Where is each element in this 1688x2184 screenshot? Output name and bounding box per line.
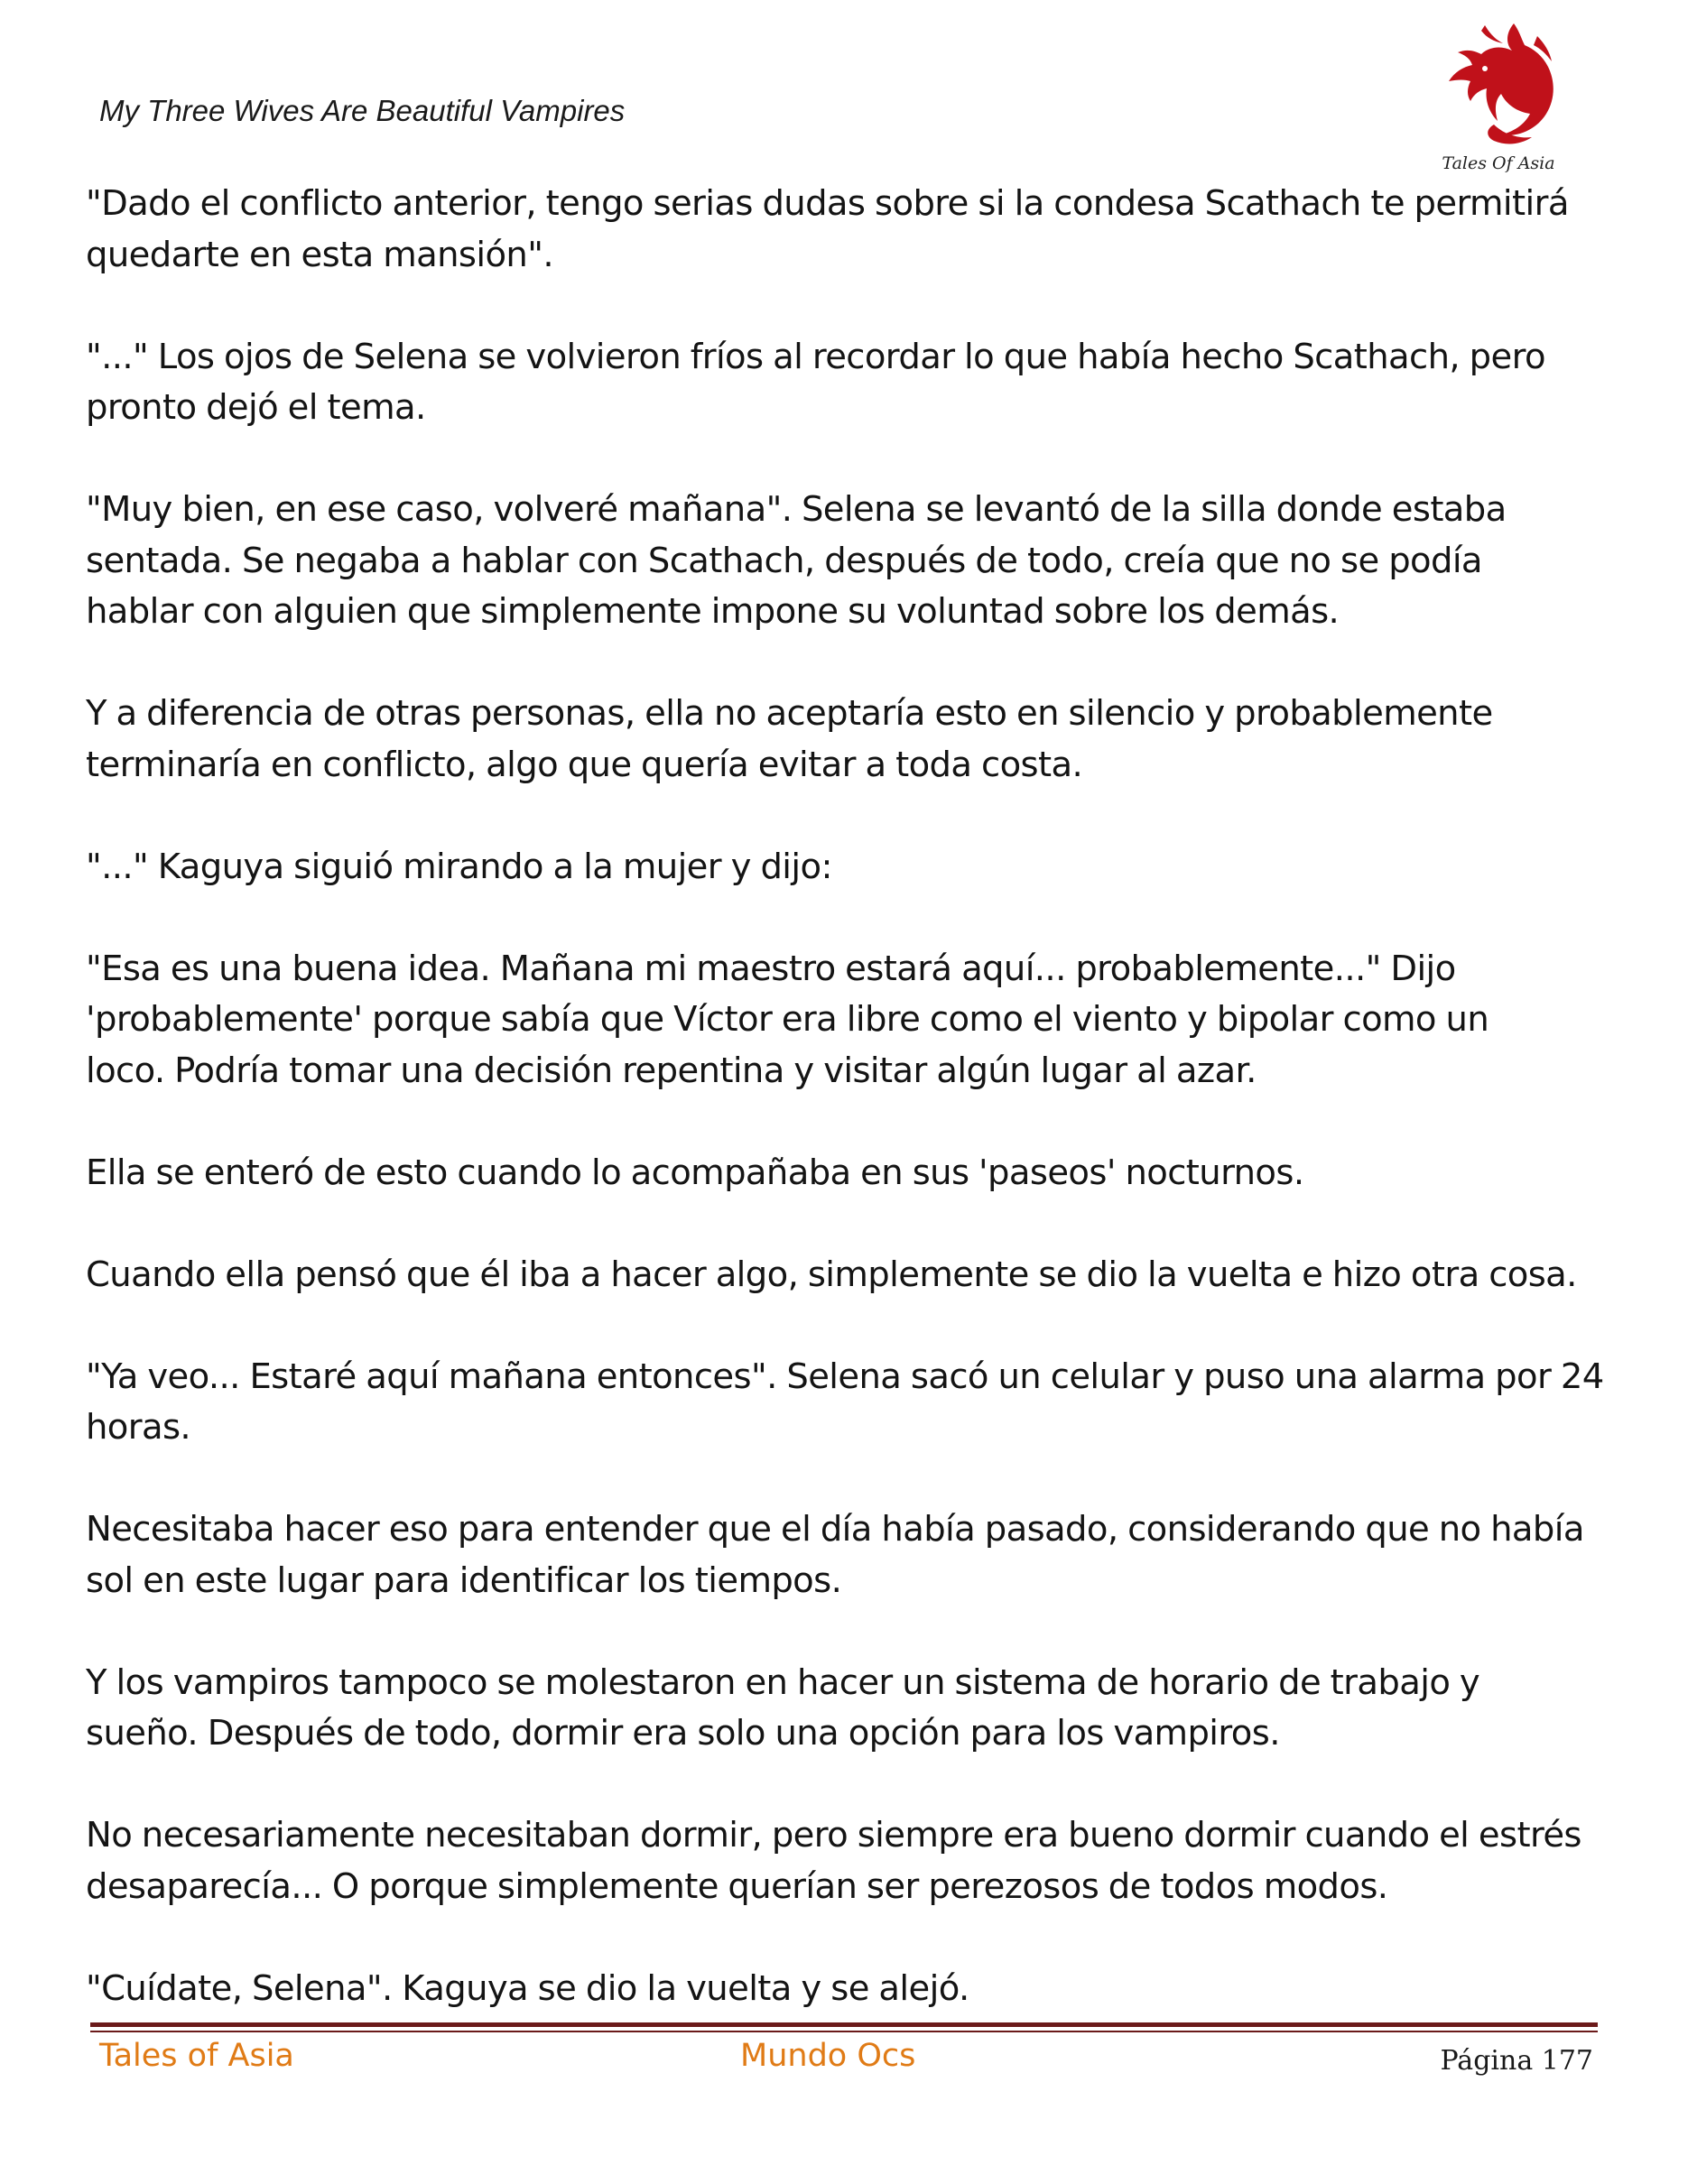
footer-divider-thin: [90, 2031, 1598, 2032]
paragraph: Cuando ella pensó que él iba a hacer algo, simplemente se dio la vuelta e hizo otra cosa.: [86, 1254, 1577, 1295]
page-number: Página 177: [1440, 2045, 1593, 2077]
logo-text: Tales Of Asia: [1442, 153, 1555, 173]
paragraph: Y a diferencia de otras personas, ella no aceptaría esto en silencio y probablemente terminaría en conflicto, algo que quería evitar a toda costa.: [86, 693, 1493, 785]
book-title: My Three Wives Are Beautiful Vampires: [99, 94, 626, 127]
paragraph: "Dado el conflicto anterior, tengo serias dudas sobre si la condesa Scathach te permitirá quedarte en esta mansión".: [86, 183, 1569, 275]
paragraph: "Esa es una buena idea. Mañana mi maestro estará aquí... probablemente..." Dijo 'probablemente' porque sabía que Víctor era libre como el viento y bipolar como un loco. Podría tomar una decisión repentina y visitar algún lugar al azar.: [86, 948, 1489, 1091]
footer-site-name: Tales of Asia: [99, 2038, 294, 2074]
paragraph: "Muy bien, en ese caso, volveré mañana". Selena se levantó de la silla donde estaba sentada. Se negaba a hablar con Scathach, después de todo, creía que no se podía hablar con alguien que simplemente impone su voluntad sobre los demás.: [86, 489, 1507, 632]
footer-divider: [90, 2022, 1598, 2027]
paragraph: "..." Los ojos de Selena se volvieron fríos al recordar lo que había hecho Scathach, pero pronto dejó el tema.: [86, 336, 1545, 428]
chapter-body: [86, 179, 1620, 2066]
paragraph: Ella se enteró de esto cuando lo acompañaba en sus 'paseos' nocturnos.: [86, 1152, 1304, 1193]
paragraph: Y los vampiros tampoco se molestaron en hacer un sistema de horario de trabajo y sueño. Después de todo, dormir era solo una opción para los vampiros.: [86, 1661, 1480, 1754]
paragraph: "Ya veo... Estaré aquí mañana entonces". Selena sacó un celular y puso una alarma por 24 horas.: [86, 1356, 1604, 1448]
paragraph: "Cuídate, Selena". Kaguya se dio la vuelta y se alejó.: [86, 1967, 969, 2009]
paragraph: Necesitaba hacer eso para entender que el día había pasado, considerando que no había sol en este lugar para identificar los tiempos.: [86, 1509, 1584, 1601]
footer-section-name: Mundo Ocs: [740, 2038, 916, 2074]
paragraph: No necesariamente necesitaban dormir, pero siempre era bueno dormir cuando el estrés desaparecía... O porque simplemente querían ser perezosos de todos modos.: [86, 1815, 1581, 1907]
paragraph: "..." Kaguya siguió mirando a la mujer y dijo:: [86, 846, 832, 887]
